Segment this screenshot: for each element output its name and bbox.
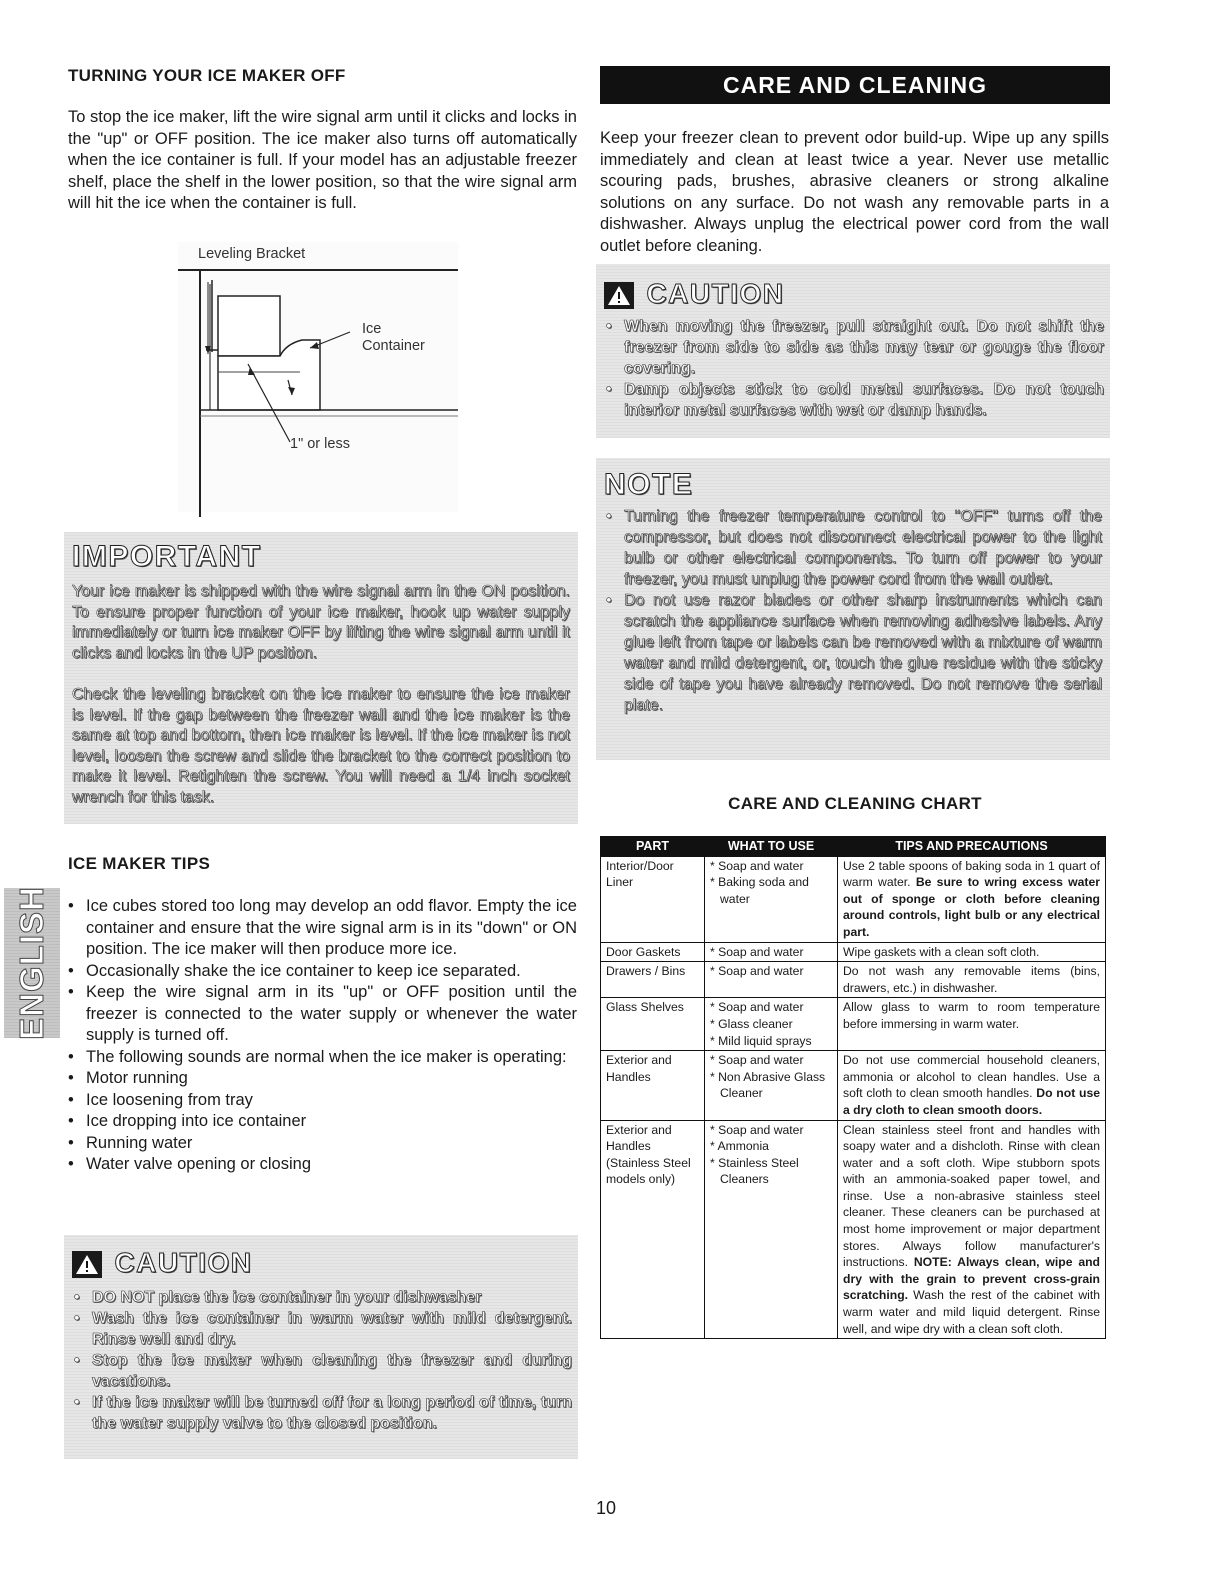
what-item: * Soap and water: [710, 858, 804, 873]
tips-text-after: Wash the rest of the cabinet with warm water and mild liquid detergent. Rinse well, and wipe dry with a clean soft cloth.: [843, 1288, 1101, 1336]
what-item: * Glass cleaner: [710, 1016, 793, 1031]
important-box: [64, 532, 578, 824]
cell-tips: [838, 856, 1106, 942]
list-item: • Damp objects stick to cold metal surfaces. Do not touch interior metal surfaces with wet or damp hands.: [604, 379, 1104, 421]
what-item: * Mild liquid sprays: [710, 1033, 812, 1048]
list-item: • Ice cubes stored too long may develop an odd flavor. Empty the ice container and ensure that the wire signal arm is in its "down" or ON position. The ice maker will then produce more ice.: [66, 896, 577, 961]
table-row: [601, 942, 1106, 962]
list-item: • Keep the wire signal arm in its "up" or OFF position until the freezer is connected to the water supply or whenever the water supply is turned off.: [66, 982, 577, 1047]
caution-title-left: CAUTION: [114, 1247, 253, 1278]
what-item: * Soap and water: [710, 944, 804, 959]
list-item: • The following sounds are normal when the ice maker is operating:: [66, 1047, 577, 1069]
important-para-2: Check the leveling bracket on the ice maker to ensure the ice maker is level. If the gap between the freezer wall and the ice maker is the same at top and bottom, then ice maker is level. If the ice maker is not level, loosen the screw and slide the bracket to the correct position to make it level. Retighten the screw. You will need a 1/4 inch socket wrench for this task.: [72, 686, 570, 806]
list-item: • Occasionally shake the ice container to keep ice separated.: [66, 961, 577, 983]
list-item: • Water valve opening or closing: [66, 1154, 577, 1176]
column-header-what: WHAT TO USE: [705, 837, 838, 857]
cell-what: [705, 998, 838, 1051]
care-intro-body: Keep your freezer clean to prevent odor build-up. Wipe up any spills immediately and clean at least twice a year. Never use metallic scouring pads, brushes, abrasive cleaners or strong alkaline solutions on any surface. Do not wash any removable parts in a dishwasher. Always unplug the electrical power cord from the wall outlet before cleaning.: [600, 129, 1109, 255]
tips-bold: Be sure to wring excess water out of sponge or cloth before cleaning around controls, light bulb or any electrical part.: [843, 875, 1100, 939]
note-box: [596, 458, 1110, 760]
cell-part: Interior/Door Liner: [601, 856, 705, 942]
table-row: [601, 998, 1106, 1051]
cell-part: Drawers / Bins: [601, 962, 705, 998]
important-title: IMPORTANT: [72, 540, 262, 573]
warning-icon: [604, 282, 634, 309]
cell-part: Exterior and Handles: [601, 1051, 705, 1120]
list-item: • If the ice maker will be turned off for a long period of time, turn the water supply valve to the closed position.: [72, 1392, 572, 1434]
table-row: [601, 856, 1106, 942]
cell-what: [705, 962, 838, 998]
cell-what: [705, 1120, 838, 1339]
what-item: * Baking soda and water: [710, 875, 809, 906]
note-title: NOTE: [604, 468, 694, 501]
list-item: • Stop the ice maker when cleaning the freezer and during vacations.: [72, 1350, 572, 1392]
tips-bold: NOTE: Always clean, wipe and dry with the grain to prevent cross-grain scratching.: [843, 1255, 1100, 1303]
ice-maker-diagram: [170, 232, 470, 517]
cell-tips: Wipe gaskets with a clean soft cloth.: [838, 942, 1106, 962]
language-side-tab: [4, 888, 60, 1038]
what-item: * Soap and water: [710, 964, 804, 979]
cell-what: [705, 942, 838, 962]
column-header-part: PART: [601, 837, 705, 857]
table-row: [601, 1051, 1106, 1120]
tips-bold: Do not use a dry cloth to clean smooth doors.: [843, 1086, 1101, 1117]
list-item: • Do not use razor blades or other sharp instruments which can scratch the appliance surface when removing adhesive labels. Any glue left from tape or labels can be removed with a mixture of warm water and mild detergent, or, touch the glue residue with the sticky side of tape you have already removed. Do not remove the serial plate.: [604, 590, 1102, 716]
what-item: * Non Abrasive Glass Cleaner: [710, 1069, 826, 1101]
label-gap: 1" or less: [290, 436, 350, 452]
cell-what: [705, 1051, 838, 1120]
cell-part: Door Gaskets: [601, 942, 705, 962]
what-item: * Stainless Steel Cleaners: [710, 1155, 799, 1187]
table-header-row: [601, 837, 1106, 857]
care-chart-title: CARE AND CLEANING CHART: [728, 794, 982, 813]
label-container: Container: [362, 338, 425, 354]
cell-tips: Allow glass to warm to room temperature before immersing in warm water.: [838, 998, 1106, 1051]
list-item: • Motor running: [66, 1068, 577, 1090]
list-item: • Ice dropping into ice container: [66, 1111, 577, 1133]
side-tab-label: ENGLISH: [13, 886, 50, 1040]
care-cleaning-banner: CARE AND CLEANING: [600, 66, 1110, 104]
list-item: • Ice loosening from tray: [66, 1090, 577, 1112]
caution-title-right: CAUTION: [646, 278, 785, 309]
caution-list-right: [604, 316, 1104, 421]
tips-text: Clean stainless steel front and handles with soapy water and a dishcloth. Rinse with clean water and a soft cloth. Wipe stubborn spots with an ammonia-soaked paper towel, and rinse. Use a non-abrasive stainless steel cleaner. These cleaners can be purchased at most home improvement or major department stores. Always follow manufacturer's instructions.: [843, 1122, 1100, 1270]
section-title-turning-off: TURNING YOUR ICE MAKER OFF: [68, 66, 346, 85]
table-row: [601, 962, 1106, 998]
list-item: • Turning the freezer temperature control to "OFF" turns off the compressor, but does not disconnect electrical power to the light bulb or other electrical components. To turn off power to your freezer, you must unplug the power cord from the wall outlet.: [604, 506, 1102, 590]
list-item: • Wash the ice container in warm water with mild detergent. Rinse well and dry.: [72, 1308, 572, 1350]
what-item: * Soap and water: [710, 1053, 804, 1068]
ice-maker-tips-list: [66, 896, 577, 1176]
what-item: * Ammonia: [710, 1139, 769, 1154]
warning-icon: [72, 1251, 102, 1278]
list-item: • DO NOT place the ice container in your dishwasher: [72, 1287, 572, 1308]
cell-part: Glass Shelves: [601, 998, 705, 1051]
caution-box-left: [64, 1235, 578, 1459]
care-chart-table-wrap: [600, 836, 1106, 1339]
tips-text: Do not use commercial household cleaners, ammonia or alcohol to clean handles. Use a soft cloth to clean smooth handles.: [843, 1053, 1100, 1101]
important-para-1: Your ice maker is shipped with the wire signal arm in the ON position. To ensure proper function of your ice maker, hook up water supply immediately or turn ice maker OFF by lifting the wire signal arm until it clicks and locks in the UP position.: [72, 583, 570, 662]
list-item: • When moving the freezer, pull straight out. Do not shift the freezer from side to side as this may tear or gouge the floor covering.: [604, 316, 1104, 379]
column-header-tips: TIPS AND PRECAUTIONS: [838, 837, 1106, 857]
cell-tips: Do not wash any removable items (bins, drawers, etc.) in dishwasher.: [838, 962, 1106, 998]
cell-what: [705, 856, 838, 942]
ice-maker-drawing: [170, 232, 470, 517]
caution-list-left: [72, 1287, 572, 1434]
what-item: * Soap and water: [710, 1122, 804, 1137]
what-item: * Soap and water: [710, 1000, 804, 1015]
label-ice: Ice: [362, 321, 382, 337]
page-number: 10: [595, 1498, 617, 1518]
list-item: • Running water: [66, 1133, 577, 1155]
note-list: [604, 506, 1102, 716]
cell-tips: [838, 1051, 1106, 1120]
label-leveling-bracket: Leveling Bracket: [198, 246, 306, 262]
care-chart-table: [600, 836, 1106, 1339]
section-title-ice-maker-tips: ICE MAKER TIPS: [68, 854, 211, 873]
cell-tips: [838, 1120, 1106, 1339]
cell-part: Exterior and Handles (Stainless Steel models only): [601, 1120, 705, 1339]
tips-text: Use 2 table spoons of baking soda in 1 quart of warm water.: [843, 858, 1100, 890]
table-row: [601, 1120, 1106, 1339]
turning-off-body: To stop the ice maker, lift the wire signal arm until it clicks and locks in the "up" or OFF position. The ice maker also turns off automatically when the ice container is full. If your model has an adjustable freezer shelf, place the shelf in the lower position, so that the wire signal arm will hit the ice when the container is full.: [68, 108, 577, 212]
caution-box-right: [596, 264, 1110, 438]
